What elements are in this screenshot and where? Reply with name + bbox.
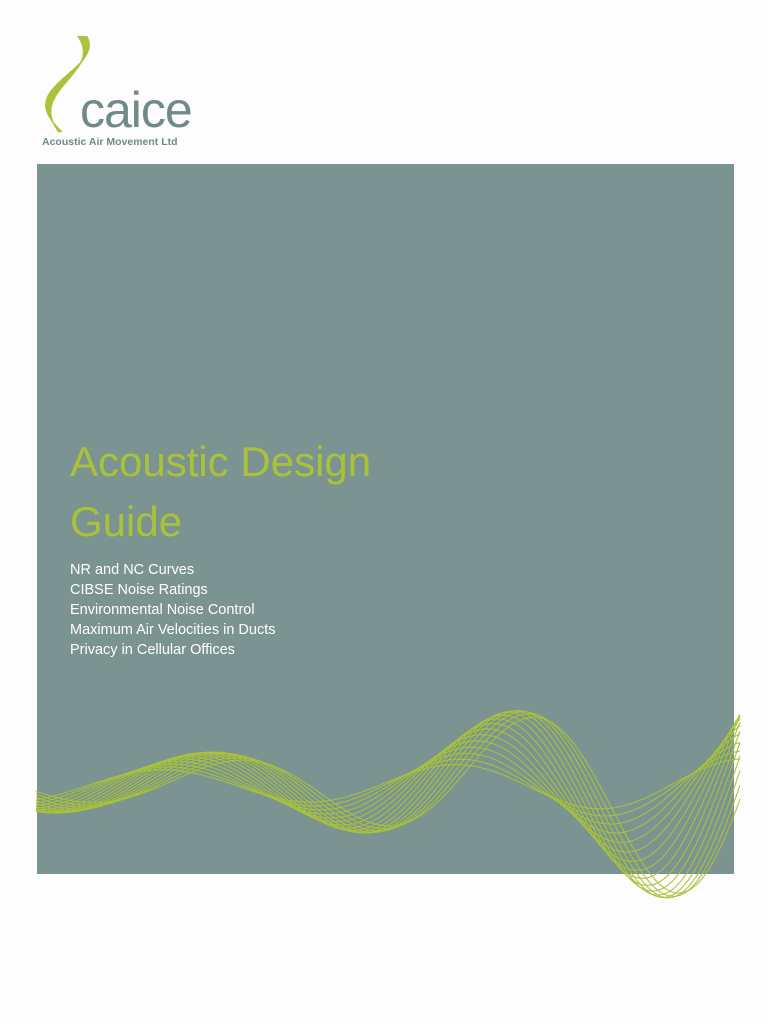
topic-item: Privacy in Cellular Offices xyxy=(70,642,235,658)
logo-tagline: Acoustic Air Movement Ltd xyxy=(42,136,178,148)
title-line-2: Guide xyxy=(70,498,183,545)
topic-item: CIBSE Noise Ratings xyxy=(70,582,208,598)
wave-line xyxy=(36,715,740,885)
topic-item: Environmental Noise Control xyxy=(70,602,255,618)
topic-item: Maximum Air Velocities in Ducts xyxy=(70,622,276,638)
wave-line xyxy=(36,711,740,895)
topic-item: NR and NC Curves xyxy=(70,562,195,578)
wave-line xyxy=(36,712,740,891)
logo-brand-name: caice xyxy=(80,82,192,138)
logo-wave-line xyxy=(51,36,84,132)
title-line-1: Acoustic Design xyxy=(70,438,372,485)
document-title xyxy=(70,432,371,552)
wave-line xyxy=(36,717,740,879)
logo-wave-line xyxy=(51,36,83,132)
topic-list xyxy=(70,560,275,660)
company-logo xyxy=(36,34,216,154)
